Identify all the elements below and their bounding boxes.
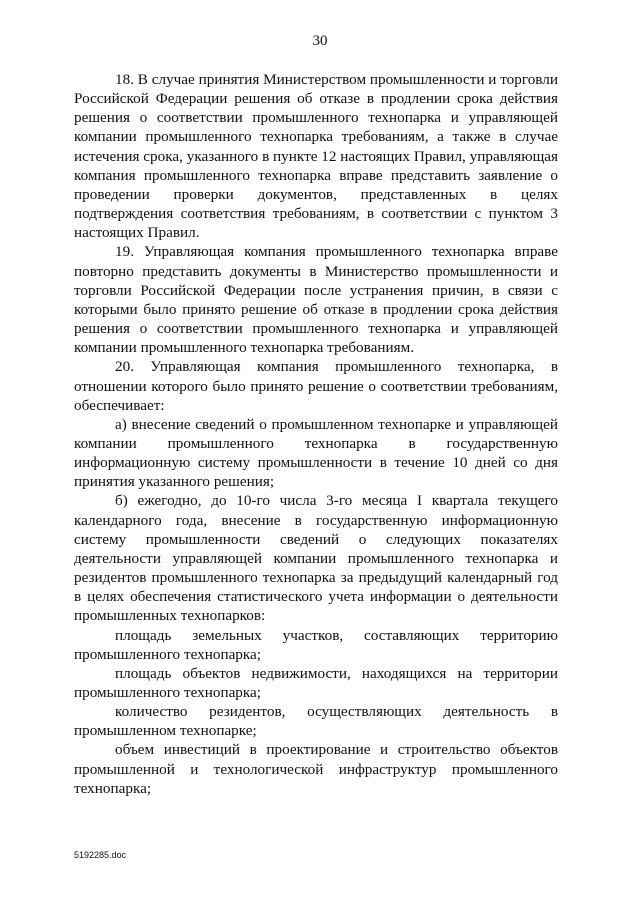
indicator-land-area: площадь земельных участков, составляющих территорию промышленного технопарка; bbox=[74, 626, 558, 663]
paragraph-20-b: б) ежегодно, до 10-го числа 3-го месяца I квартала текущего календарного года, внесение в государственную информационную систему промышленности сведений о следующих показателях деятельности управляющей компании промышленного технопарка и резидентов промышленного технопарка за предыдущий календарный год в целях обеспечения статистического учета информации о деятельности промышленных технопарков: bbox=[74, 492, 558, 625]
indicator-investment-volume: объем инвестиций в проектирование и строительство объектов промышленной и технологической инфраструктур промышленного технопарка; bbox=[74, 741, 558, 797]
paragraph-19: 19. Управляющая компания промышленного технопарка вправе повторно представить документы в Министерство промышленности и торговли Российской Федерации после устранения причин, в связи с которыми было принято решение об отказе в продлении срока действия решения о соответствии промышленного технопарка и управляющей компании промышленного технопарка требованиям. bbox=[74, 243, 558, 357]
indicator-residents-count: количество резидентов, осуществляющих деятельность в промышленном технопарке; bbox=[74, 703, 558, 740]
document-body bbox=[74, 70, 558, 798]
paragraph-18: 18. В случае принятия Министерством промышленности и торговли Российской Федерации решения об отказе в продлении срока действия решения о соответствии промышленного технопарка и управляющей компании промышленного технопарка требованиям, а также в случае истечения срока, указанного в пункте 12 настоящих Правил, управляющая компания промышленного технопарка вправе представить заявление о проведении проверки документов, представленных в целях подтверждения соответствия требованиям, в соответствии с пунктом 3 настоящих Правил. bbox=[74, 71, 558, 242]
indicator-real-estate-area: площадь объектов недвижимости, находящихся на территории промышленного технопарка; bbox=[74, 664, 558, 701]
paragraph-20-a: а) внесение сведений о промышленном технопарке и управляющей компании промышленного технопарка в государственную информационную систему промышленности в течение 10 дней со дня принятия указанного решения; bbox=[74, 415, 558, 491]
paragraph-20: 20. Управляющая компания промышленного технопарка, в отношении которого было принято решение о соответствии требованиям, обеспечивает: bbox=[74, 358, 558, 414]
document-file-code: 5192285.doc bbox=[74, 850, 127, 860]
page-number: 30 bbox=[312, 33, 328, 49]
